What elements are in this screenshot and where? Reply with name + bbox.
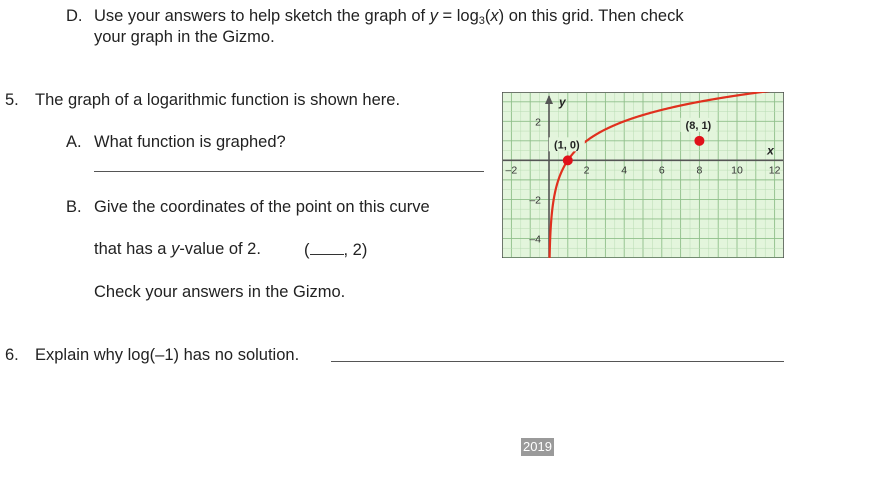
- data-point: [563, 155, 573, 165]
- y-tick-label: –2: [529, 194, 541, 207]
- q5-check-text: Check your answers in the Gizmo.: [94, 283, 346, 301]
- partD-var-x: x: [490, 7, 499, 25]
- partD-label: D.: [66, 7, 83, 25]
- q5-partB-label: B.: [66, 198, 82, 216]
- y-tick-label: –4: [529, 233, 541, 246]
- x-tick-label: 8: [696, 164, 703, 177]
- x-tick-label: 2: [583, 164, 590, 177]
- partD-line1-post: ) on this grid. Then check: [498, 7, 684, 25]
- partD-line1: [94, 7, 684, 27]
- partD-base: 3: [478, 15, 485, 27]
- y-tick-label: 2: [535, 116, 541, 129]
- data-point: [694, 136, 704, 146]
- q5-partB-paren-close: , 2): [343, 241, 368, 259]
- data-point-label: (8, 1): [685, 119, 712, 132]
- q5-partB-line2: [94, 240, 261, 259]
- q5-number: 5.: [5, 91, 19, 109]
- q5-partB-var-y: y: [171, 240, 180, 258]
- partD-line1-pre: Use your answers to help sketch the graph of: [94, 7, 430, 25]
- y-axis-label: y: [559, 95, 566, 109]
- q5-partB-line2-mid: -value of 2.: [179, 240, 261, 258]
- q5-partB-paren-open: (: [304, 241, 310, 259]
- x-tick-label: 10: [731, 164, 743, 177]
- q6-text: Explain why log(–1) has no solution.: [35, 346, 300, 364]
- x-tick-label: 6: [658, 164, 665, 177]
- partD-eq: = log: [437, 7, 479, 25]
- x-axis-label: x: [767, 143, 774, 158]
- q5-text: The graph of a logarithmic function is shown here.: [35, 91, 401, 109]
- log-graph: [502, 92, 784, 258]
- partD-arg-open: (: [484, 7, 491, 25]
- q6-number: 6.: [5, 346, 19, 364]
- x-tick-label: 12: [768, 164, 781, 177]
- q5-partB-blank[interactable]: [310, 240, 344, 255]
- watermark-year: 2019: [523, 439, 552, 454]
- q5-partB-coords: [304, 240, 367, 260]
- q5-partA-answer-line[interactable]: [94, 171, 484, 172]
- q5-partB-line2-pre: that has a: [94, 240, 172, 258]
- x-tick-label: –2: [505, 164, 518, 177]
- partD-line2: your graph in the Gizmo.: [94, 28, 275, 46]
- partD-var-y: y: [429, 7, 438, 25]
- q5-partB-line1: Give the coordinates of the point on this curve: [94, 198, 430, 216]
- x-tick-label: 4: [621, 164, 628, 177]
- q5-partA-text: What function is graphed?: [94, 133, 286, 151]
- data-point-label: (1, 0): [553, 139, 580, 152]
- q6-answer-line[interactable]: [331, 361, 784, 362]
- q5-partA-label: A.: [66, 133, 82, 151]
